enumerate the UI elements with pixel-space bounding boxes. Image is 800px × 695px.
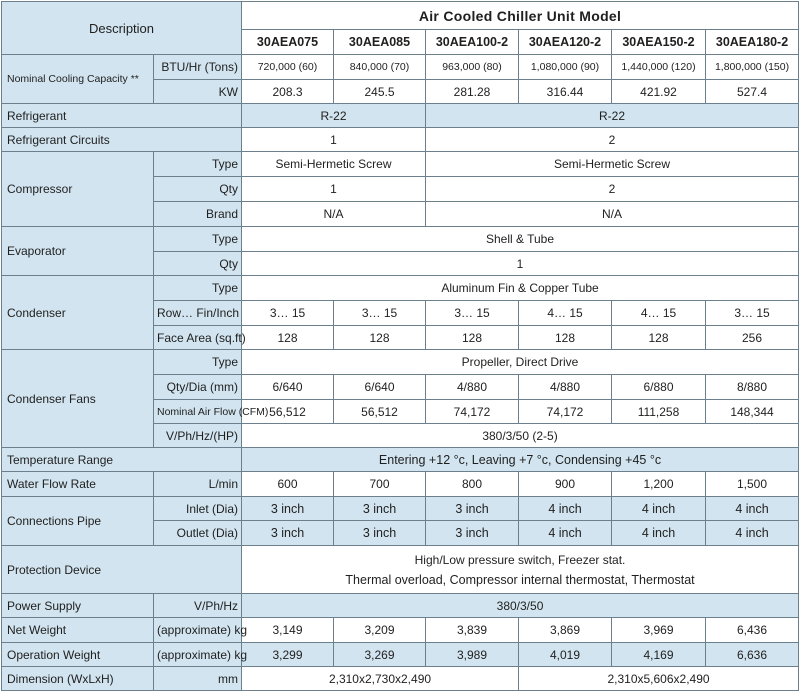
fans-airflow-value: 74,172 — [426, 400, 519, 424]
compressor-type-label: Type — [154, 152, 242, 177]
water-value: 700 — [334, 472, 426, 497]
fans-airflow-label: Nominal Air Flow (CFM) — [154, 400, 242, 424]
cooling-kw-value: 421.92 — [612, 80, 706, 104]
power-value: 380/3/50 — [242, 594, 799, 618]
refrigerant-value: R-22 — [426, 104, 799, 128]
fans-qty-value: 4/880 — [519, 375, 612, 400]
cooling-btu-value: 1,800,000 (150) — [706, 55, 799, 80]
temperature-row — [2, 448, 799, 472]
condenser-row-fin-value: 3… 15 — [426, 301, 519, 326]
pipe-inlet-value: 4 inch — [612, 497, 706, 521]
pipe-inlet-value: 3 inch — [426, 497, 519, 521]
condenser-type-row — [2, 276, 799, 301]
circuits-label: Refrigerant Circuits — [2, 128, 242, 152]
water-value: 900 — [519, 472, 612, 497]
temperature-value: Entering +12 °c, Leaving +7 °c, Condensing +45 °c — [242, 448, 799, 472]
protection-line: High/Low pressure switch, Freezer stat. — [414, 552, 626, 567]
power-label: Power Supply — [2, 594, 154, 618]
compressor-brand-value: N/A — [426, 202, 799, 227]
pipe-label: Connections Pipe — [2, 497, 154, 546]
evaporator-type-row — [2, 227, 799, 252]
temperature-label: Temperature Range — [2, 448, 242, 472]
description-header: Description — [2, 2, 242, 55]
fans-qty-value: 8/880 — [706, 375, 799, 400]
pipe-inlet-label: Inlet (Dia) — [154, 497, 242, 521]
compressor-qty-value: 1 — [242, 177, 426, 202]
compressor-brand-value: N/A — [242, 202, 426, 227]
condenser-row-fin-value: 4… 15 — [519, 301, 612, 326]
net-weight-value: 3,149 — [242, 618, 334, 643]
condenser-type-value: Aluminum Fin & Copper Tube — [242, 276, 799, 301]
op-weight-label: Operation Weight — [2, 643, 154, 667]
condenser-row-fin-value: 3… 15 — [242, 301, 334, 326]
op-weight-value: 4,169 — [612, 643, 706, 667]
fans-power-value: 380/3/50 (2-5) — [242, 424, 799, 448]
cooling-kw-value: 527.4 — [706, 80, 799, 104]
pipe-outlet-value: 3 inch — [334, 521, 426, 546]
compressor-qty-value: 2 — [426, 177, 799, 202]
cooling-label: Nominal Cooling Capacity ** — [2, 55, 154, 104]
net-weight-value: 3,209 — [334, 618, 426, 643]
protection-label: Protection Device — [2, 546, 242, 594]
cooling-btu-value: 963,000 (80) — [426, 55, 519, 80]
condenser-label: Condenser — [2, 276, 154, 350]
fans-airflow-value: 111,258 — [612, 400, 706, 424]
water-value: 600 — [242, 472, 334, 497]
fans-airflow-value: 74,172 — [519, 400, 612, 424]
condenser-face-value: 128 — [519, 326, 612, 350]
pipe-inlet-row — [2, 497, 799, 521]
water-row — [2, 472, 799, 497]
condenser-face-value: 256 — [706, 326, 799, 350]
condenser-face-value: 128 — [426, 326, 519, 350]
evaporator-label: Evaporator — [2, 227, 154, 276]
cooling-btu-value: 1,080,000 (90) — [519, 55, 612, 80]
pipe-outlet-value: 4 inch — [706, 521, 799, 546]
pipe-outlet-value: 3 inch — [242, 521, 334, 546]
compressor-qty-label: Qty — [154, 177, 242, 202]
refrigerant-value: R-22 — [242, 104, 426, 128]
condenser-row-fin-value: 3… 15 — [334, 301, 426, 326]
water-value: 1,500 — [706, 472, 799, 497]
dimension-value: 2,310x5,606x2,490 — [519, 667, 799, 691]
refrigerant-row — [2, 104, 799, 128]
circuits-row — [2, 128, 799, 152]
pipe-inlet-value: 3 inch — [334, 497, 426, 521]
fans-label: Condenser Fans — [2, 350, 154, 448]
water-label: Water Flow Rate — [2, 472, 154, 497]
protection-line: Thermal overload, Compressor internal thermostat, Thermostat — [345, 572, 695, 587]
circuits-value: 1 — [242, 128, 426, 152]
dimension-unit: mm — [154, 667, 242, 691]
evaporator-type-label: Type — [154, 227, 242, 252]
fans-type-label: Type — [154, 350, 242, 375]
condenser-row-fin-value: 3… 15 — [706, 301, 799, 326]
fans-type-row — [2, 350, 799, 375]
fans-qty-value: 6/640 — [242, 375, 334, 400]
fans-power-label: V/Ph/Hz/(HP) — [154, 424, 242, 448]
model-name: 30AEA150-2 — [612, 30, 706, 55]
circuits-value: 2 — [426, 128, 799, 152]
cooling-kw-value: 208.3 — [242, 80, 334, 104]
pipe-inlet-value: 3 inch — [242, 497, 334, 521]
condenser-face-value: 128 — [242, 326, 334, 350]
cooling-btu-value: 720,000 (60) — [242, 55, 334, 80]
power-unit: V/Ph/Hz — [154, 594, 242, 618]
model-name: 30AEA075 — [242, 30, 334, 55]
compressor-type-row — [2, 152, 799, 177]
net-weight-value: 3,969 — [612, 618, 706, 643]
water-value: 800 — [426, 472, 519, 497]
chiller-spec-table — [1, 1, 799, 691]
pipe-outlet-value: 4 inch — [612, 521, 706, 546]
evaporator-qty-label: Qty — [154, 252, 242, 276]
cooling-kw-value: 281.28 — [426, 80, 519, 104]
fans-airflow-value: 56,512 — [334, 400, 426, 424]
dimension-row — [2, 667, 799, 691]
cooling-kw-unit: KW — [154, 80, 242, 104]
model-name: 30AEA120-2 — [519, 30, 612, 55]
fans-qty-value: 4/880 — [426, 375, 519, 400]
compressor-label: Compressor — [2, 152, 154, 227]
op-weight-value: 4,019 — [519, 643, 612, 667]
evaporator-type-value: Shell & Tube — [242, 227, 799, 252]
op-weight-value: 3,299 — [242, 643, 334, 667]
refrigerant-label: Refrigerant — [2, 104, 242, 128]
net-weight-value: 3,839 — [426, 618, 519, 643]
model-name: 30AEA180-2 — [706, 30, 799, 55]
pipe-inlet-value: 4 inch — [519, 497, 612, 521]
cooling-kw-value: 245.5 — [334, 80, 426, 104]
net-weight-row — [2, 618, 799, 643]
dimension-label: Dimension (WxLxH) — [2, 667, 154, 691]
condenser-face-value: 128 — [612, 326, 706, 350]
pipe-outlet-value: 3 inch — [426, 521, 519, 546]
protection-row — [2, 546, 799, 594]
cooling-btu-value: 1,440,000 (120) — [612, 55, 706, 80]
pipe-outlet-value: 4 inch — [519, 521, 612, 546]
op-weight-unit: (approximate) kg — [154, 643, 242, 667]
fans-qty-value: 6/640 — [334, 375, 426, 400]
model-name: 30AEA085 — [334, 30, 426, 55]
condenser-type-label: Type — [154, 276, 242, 301]
condenser-row-fin-label: Row… Fin/Inch — [154, 301, 242, 326]
net-weight-value: 3,869 — [519, 618, 612, 643]
cooling-kw-value: 316.44 — [519, 80, 612, 104]
fans-type-value: Propeller, Direct Drive — [242, 350, 799, 375]
cooling-btu-row — [2, 55, 799, 80]
fans-airflow-value: 148,344 — [706, 400, 799, 424]
condenser-face-value: 128 — [334, 326, 426, 350]
condenser-row-fin-value: 4… 15 — [612, 301, 706, 326]
op-weight-row — [2, 643, 799, 667]
net-weight-unit: (approximate) kg — [154, 618, 242, 643]
pipe-outlet-label: Outlet (Dia) — [154, 521, 242, 546]
op-weight-value: 3,269 — [334, 643, 426, 667]
condenser-face-label: Face Area (sq.ft) — [154, 326, 242, 350]
fans-qty-label: Qty/Dia (mm) — [154, 375, 242, 400]
power-row — [2, 594, 799, 618]
water-value: 1,200 — [612, 472, 706, 497]
compressor-brand-label: Brand — [154, 202, 242, 227]
cooling-btu-value: 840,000 (70) — [334, 55, 426, 80]
model-title: Air Cooled Chiller Unit Model — [242, 2, 799, 30]
compressor-type-value: Semi-Hermetic Screw — [426, 152, 799, 177]
pipe-inlet-value: 4 inch — [706, 497, 799, 521]
evaporator-qty-value: 1 — [242, 252, 799, 276]
protection-value — [242, 546, 799, 594]
dimension-value: 2,310x2,730x2,490 — [242, 667, 519, 691]
fans-airflow-value: 56,512 — [242, 400, 334, 424]
fans-qty-value: 6/880 — [612, 375, 706, 400]
net-weight-value: 6,436 — [706, 618, 799, 643]
net-weight-label: Net Weight — [2, 618, 154, 643]
cooling-btu-unit: BTU/Hr (Tons) — [154, 55, 242, 80]
model-name: 30AEA100-2 — [426, 30, 519, 55]
water-unit: L/min — [154, 472, 242, 497]
op-weight-value: 3,989 — [426, 643, 519, 667]
op-weight-value: 6,636 — [706, 643, 799, 667]
compressor-type-value: Semi-Hermetic Screw — [242, 152, 426, 177]
